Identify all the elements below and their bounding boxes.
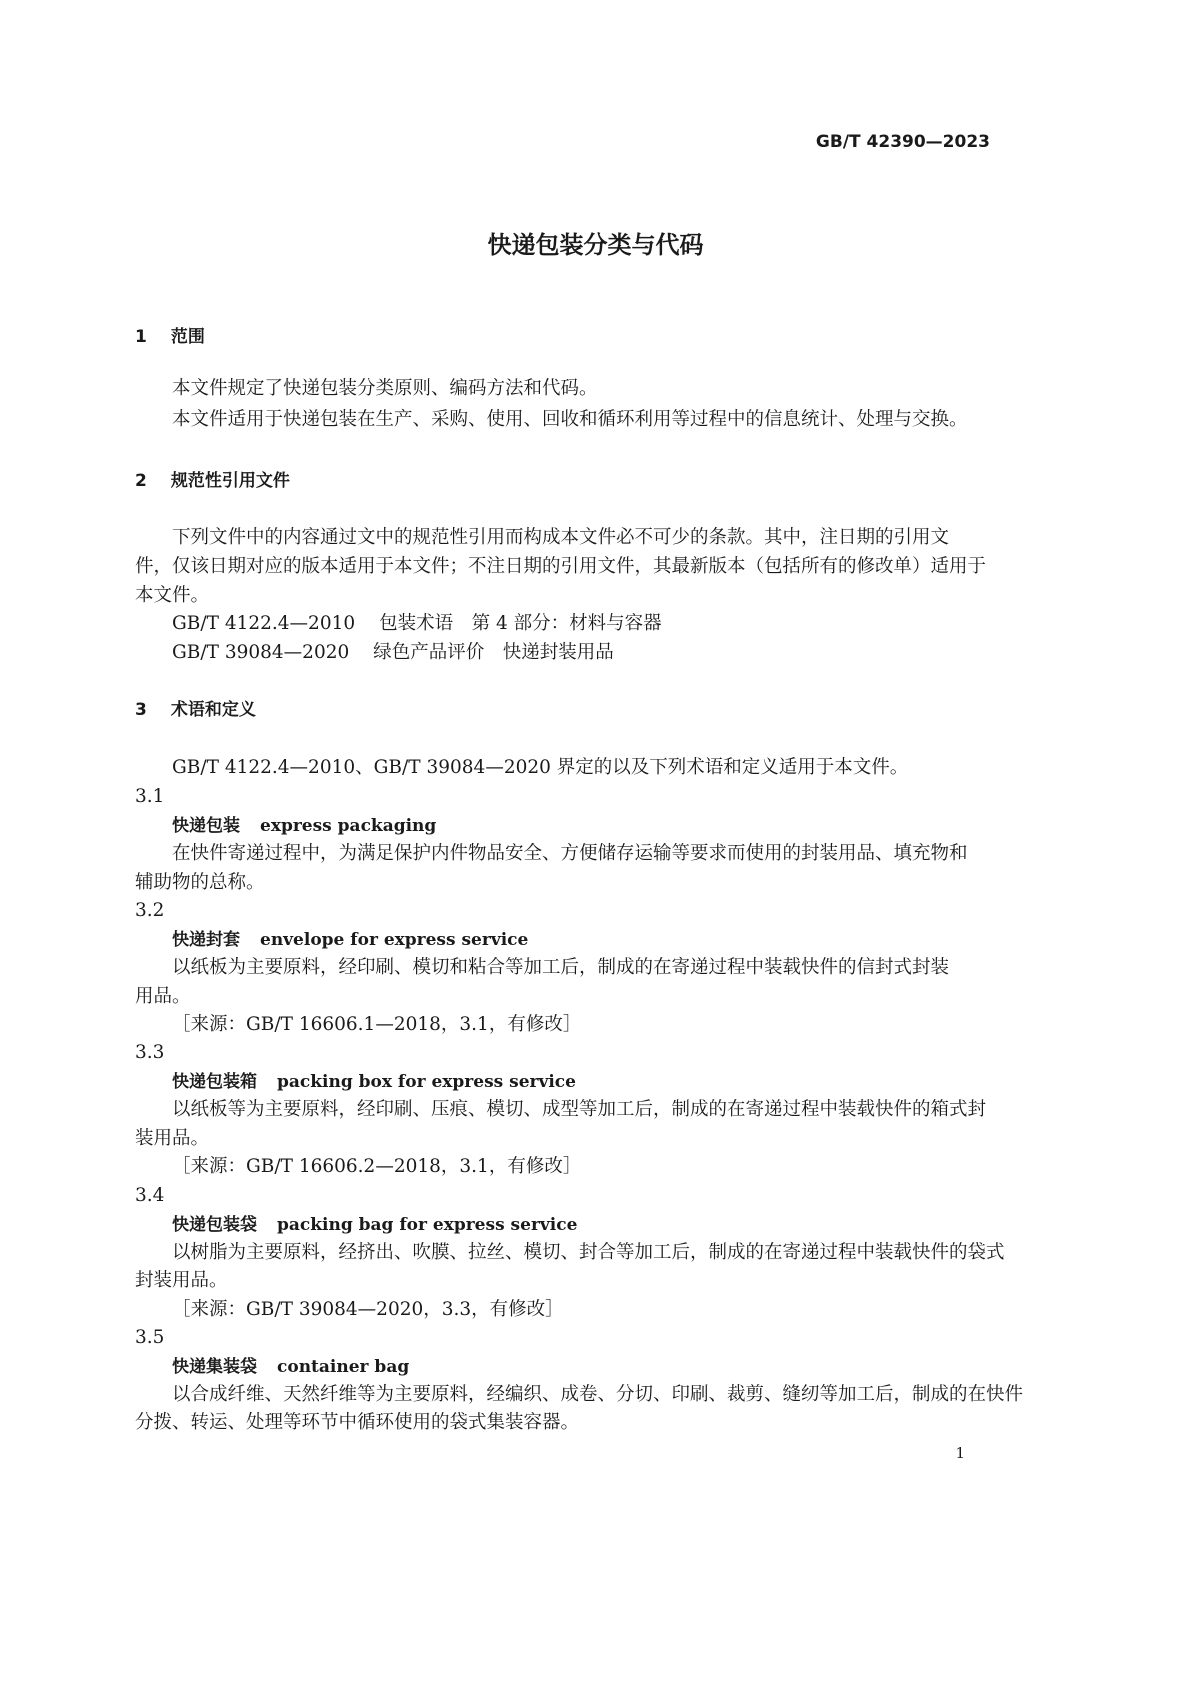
term-heading (172, 1213, 577, 1237)
term-heading (172, 1070, 576, 1094)
term-en: express packaging (260, 816, 437, 836)
term-source: ［来源：GB/T 16606.2—2018，3.1，有修改］ (172, 1156, 582, 1177)
term-zh: 快递集装袋 (172, 1357, 257, 1377)
definition-line: 用品。 (135, 986, 191, 1007)
term-number: 3.5 (135, 1327, 165, 1348)
section-number: 3 (135, 700, 147, 720)
reference-name: 包装术语 第 4 部分：材料与容器 (379, 613, 662, 634)
section-number: 1 (135, 327, 147, 347)
section-title: 术语和定义 (170, 700, 256, 720)
section-title: 规范性引用文件 (170, 471, 290, 491)
paragraph-line: 下列文件中的内容通过文中的规范性引用而构成本文件必不可少的条款。其中，注日期的引用文 (172, 527, 950, 548)
term-zh: 快递包装袋 (172, 1215, 257, 1235)
standard-number: GB/T 42390—2023 (815, 132, 990, 152)
document-title: 快递包装分类与代码 (487, 231, 704, 259)
term-source: ［来源：GB/T 39084—2020，3.3，有修改］ (172, 1299, 564, 1320)
paragraph: GB/T 4122.4—2010、GB/T 39084—2020 界定的以及下列术语和定义适用于本文件。 (172, 757, 909, 778)
term-en: packing bag for express service (277, 1215, 578, 1235)
page-number: 1 (955, 1444, 965, 1462)
section-1-heading (135, 325, 205, 349)
definition-line: 以纸板为主要原料，经印刷、模切和粘合等加工后，制成的在寄递过程中装载快件的信封式封装 (172, 957, 950, 978)
term-en: envelope for express service (260, 930, 529, 950)
paragraph: 本文件规定了快递包装分类原则、编码方法和代码。 (172, 378, 598, 399)
section-number: 2 (135, 471, 147, 491)
reference-code: GB/T 39084—2020 (172, 642, 350, 663)
term-number: 3.4 (135, 1185, 165, 1206)
normative-reference (172, 612, 662, 636)
normative-reference (172, 641, 614, 665)
term-heading (172, 814, 436, 838)
term-source: ［来源：GB/T 16606.1—2018，3.1，有修改］ (172, 1014, 582, 1035)
term-zh: 快递包装箱 (172, 1072, 257, 1092)
definition-line: 在快件寄递过程中，为满足保护内件物品安全、方便储存运输等要求而使用的封装用品、填充物和 (172, 843, 968, 864)
definition-line: 辅助物的总称。 (135, 872, 265, 893)
definition-line: 分拨、转运、处理等环节中循环使用的袋式集装容器。 (135, 1412, 580, 1433)
definition-line: 以合成纤维、天然纤维等为主要原料，经编织、成卷、分切、印刷、裁剪、缝纫等加工后，制成的在快件 (172, 1384, 1024, 1405)
reference-name: 绿色产品评价 快递封装用品 (373, 642, 614, 663)
section-title: 范围 (170, 327, 205, 347)
term-zh: 快递封套 (172, 930, 240, 950)
term-number: 3.2 (135, 900, 165, 921)
term-heading (172, 1355, 409, 1379)
term-zh: 快递包装 (172, 816, 240, 836)
paragraph-line: 件，仅该日期对应的版本适用于本文件；不注日期的引用文件，其最新版本（包括所有的修改单）适用于 (135, 556, 987, 577)
definition-line: 以树脂为主要原料，经挤出、吹膜、拉丝、模切、封合等加工后，制成的在寄递过程中装载快件的袋式 (172, 1242, 1005, 1263)
paragraph: 本文件适用于快递包装在生产、采购、使用、回收和循环利用等过程中的信息统计、处理与交换。 (172, 409, 968, 430)
term-number: 3.1 (135, 786, 165, 807)
term-number: 3.3 (135, 1042, 165, 1063)
definition-line: 封装用品。 (135, 1270, 228, 1291)
term-heading (172, 928, 528, 952)
reference-code: GB/T 4122.4—2010 (172, 613, 356, 634)
term-en: packing box for express service (277, 1072, 576, 1092)
definition-line: 装用品。 (135, 1128, 210, 1149)
definition-line: 以纸板等为主要原料，经印刷、压痕、模切、成型等加工后，制成的在寄递过程中装载快件的箱式封 (172, 1099, 987, 1120)
term-en: container bag (277, 1357, 410, 1377)
section-2-heading (135, 469, 290, 493)
section-3-heading (135, 698, 256, 722)
paragraph-line: 本文件。 (135, 585, 210, 606)
